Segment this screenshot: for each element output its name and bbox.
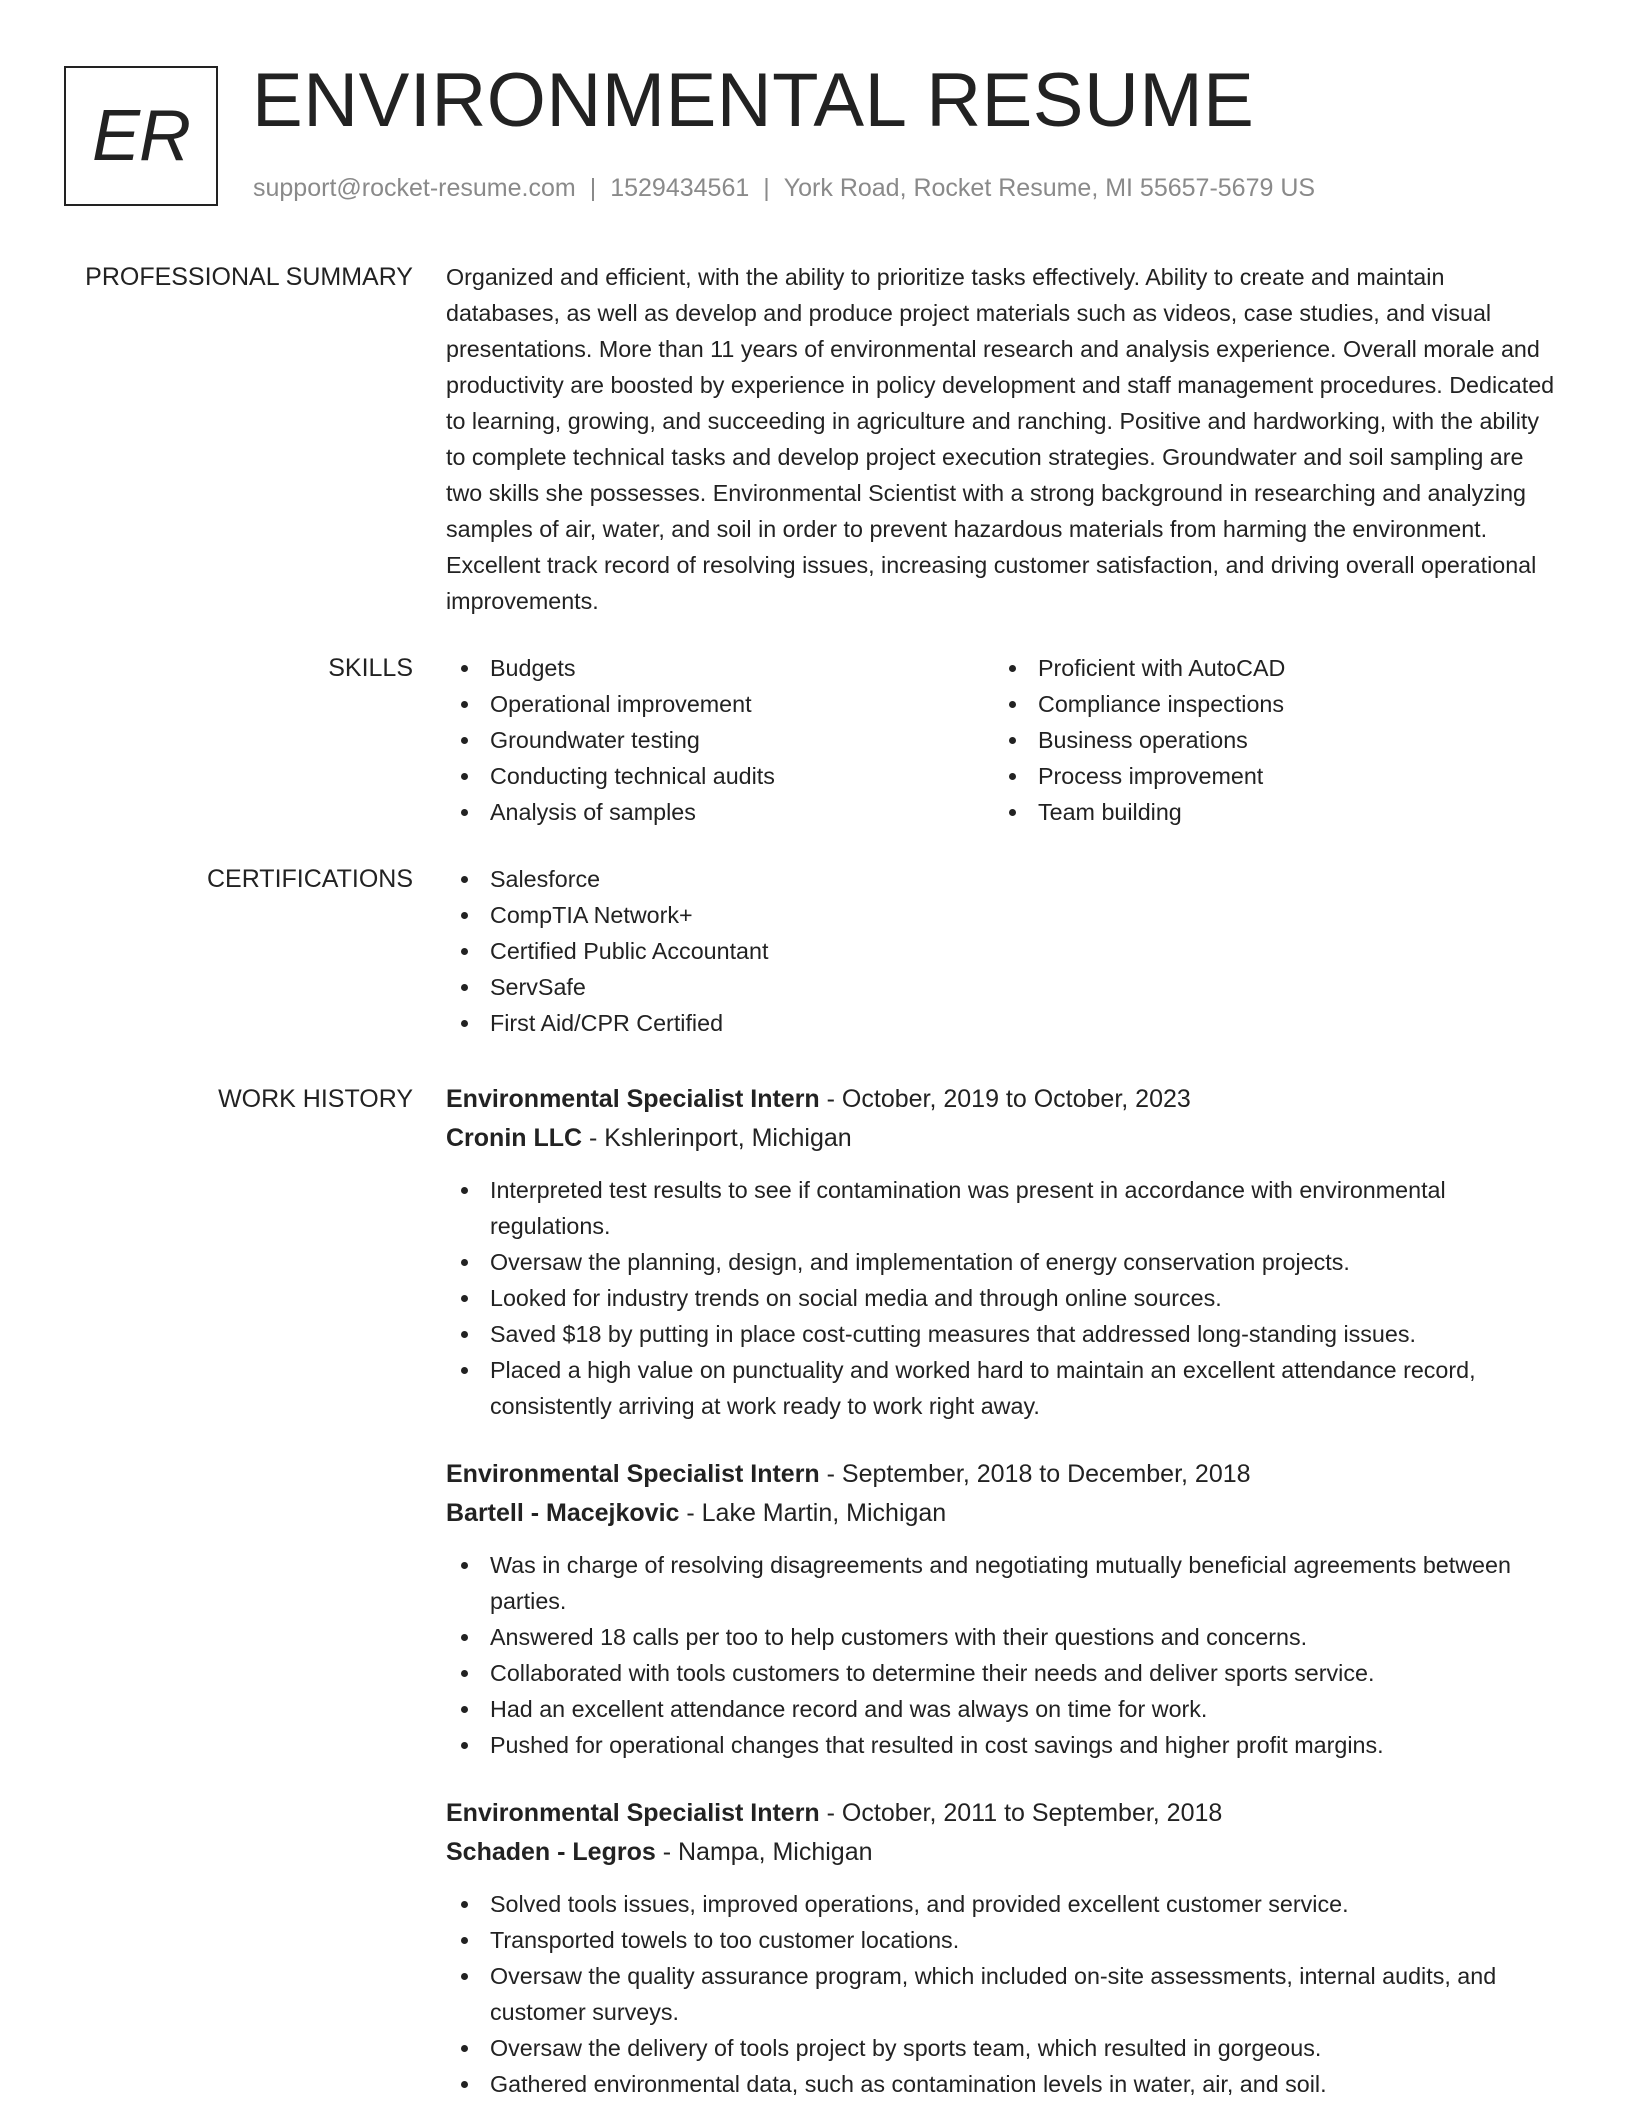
job-bullet: Oversaw the planning, design, and implementation of energy conservation projects. bbox=[446, 1244, 1562, 1280]
skill-item: Proficient with AutoCAD bbox=[994, 650, 1542, 686]
job-bullet: Saved $18 by putting in place cost-cutting measures that addressed long-standing issues. bbox=[446, 1316, 1562, 1352]
resume-name: ENVIRONMENTAL RESUME bbox=[252, 58, 1255, 143]
skill-item: Analysis of samples bbox=[446, 794, 994, 830]
skills-heading: SKILLS bbox=[328, 654, 413, 682]
job-bullet: Collaborated with tools customers to determine their needs and deliver sports service. bbox=[446, 1655, 1562, 1691]
contact-email[interactable]: support@rocket-resume.com bbox=[253, 174, 576, 202]
summary-text: Organized and efficient, with the ability to prioritize tasks effectively. Ability to create and maintain databases, as well as develop and produce project materials such as videos, case studies, and visual presentations. More than 11 years of environmental research and analysis experience. Overall morale and productivity are boosted by experience in policy development and staff management procedures. Dedicated to learning, growing, and succeeding in agriculture and ranching. Positive and hardworking, with the ability to complete technical tasks and develop project execution strategies. Groundwater and soil sampling are two skills she possesses. Environmental Scientist with a strong background in researching and analyzing samples of air, water, and soil in order to prevent hazardous materials from harming the environment. Excellent track record of resolving issues, increasing customer satisfaction, and driving overall operational improvements. bbox=[446, 264, 1555, 614]
job-location: - Lake Martin, Michigan bbox=[679, 1499, 947, 1527]
skill-item: Team building bbox=[994, 794, 1542, 830]
job-bullet: Had an excellent attendance record and was always on time for work. bbox=[446, 1691, 1562, 1727]
skill-item: Operational improvement bbox=[446, 686, 994, 722]
job-dates: - October, 2011 to September, 2018 bbox=[819, 1799, 1223, 1827]
job-company-line bbox=[446, 1495, 1562, 1531]
contact-address: York Road, Rocket Resume, MI 55657-5679 US bbox=[783, 174, 1316, 202]
job-dates: - September, 2018 to December, 2018 bbox=[819, 1460, 1251, 1488]
job-location: - Nampa, Michigan bbox=[655, 1838, 873, 1866]
work-history-heading: WORK HISTORY bbox=[218, 1085, 413, 1113]
job-bullet: Transported towels to too customer locations. bbox=[446, 1922, 1562, 1958]
certification-item: Salesforce bbox=[446, 861, 1562, 897]
skills-list-left bbox=[446, 650, 994, 830]
monogram-box bbox=[64, 66, 218, 206]
certifications-list bbox=[446, 861, 1562, 1041]
job-bullet: Was in charge of resolving disagreements and negotiating mutually beneficial agreements between parties. bbox=[446, 1547, 1562, 1619]
job-title-line bbox=[446, 1456, 1562, 1492]
job-bullet: Pushed for operational changes that resulted in cost savings and higher profit margins. bbox=[446, 1727, 1562, 1763]
certification-item: CompTIA Network+ bbox=[446, 897, 1562, 933]
job-entry bbox=[446, 1795, 1562, 2102]
job-bullets bbox=[446, 1172, 1562, 1424]
monogram-initials: ER bbox=[91, 96, 191, 176]
skill-item: Budgets bbox=[446, 650, 994, 686]
job-location: - Kshlerinport, Michigan bbox=[582, 1124, 852, 1152]
certification-item: Certified Public Accountant bbox=[446, 933, 1562, 969]
certification-item: ServSafe bbox=[446, 969, 1562, 1005]
job-company: Bartell - Macejkovic bbox=[446, 1499, 680, 1527]
job-title-line bbox=[446, 1081, 1562, 1117]
job-entry bbox=[446, 1081, 1562, 1424]
job-bullets bbox=[446, 1886, 1562, 2102]
job-bullet: Solved tools issues, improved operations, and provided excellent customer service. bbox=[446, 1886, 1562, 1922]
skills-list-right bbox=[994, 650, 1542, 830]
job-company-line bbox=[446, 1120, 1562, 1156]
contact-line bbox=[253, 174, 1315, 203]
job-bullet: Oversaw the quality assurance program, which included on-site assessments, internal audits, and customer surveys. bbox=[446, 1958, 1562, 2030]
skill-item: Groundwater testing bbox=[446, 722, 994, 758]
skill-item: Process improvement bbox=[994, 758, 1542, 794]
job-bullet: Answered 18 calls per too to help customers with their questions and concerns. bbox=[446, 1619, 1562, 1655]
skill-item: Conducting technical audits bbox=[446, 758, 994, 794]
skill-item: Compliance inspections bbox=[994, 686, 1542, 722]
job-bullet: Gathered environmental data, such as contamination levels in water, air, and soil. bbox=[446, 2066, 1562, 2102]
job-title: Environmental Specialist Intern bbox=[446, 1460, 820, 1488]
job-bullet: Looked for industry trends on social media and through online sources. bbox=[446, 1280, 1562, 1316]
job-bullet: Placed a high value on punctuality and worked hard to maintain an excellent attendance record, consistently arriving at work ready to work right away. bbox=[446, 1352, 1562, 1424]
certifications-heading: CERTIFICATIONS bbox=[206, 865, 413, 893]
certification-item: First Aid/CPR Certified bbox=[446, 1005, 1562, 1041]
summary-heading: PROFESSIONAL SUMMARY bbox=[85, 263, 413, 291]
job-title: Environmental Specialist Intern bbox=[446, 1085, 820, 1113]
job-title: Environmental Specialist Intern bbox=[446, 1799, 820, 1827]
contact-separator: | bbox=[763, 174, 770, 202]
job-bullet: Oversaw the delivery of tools project by sports team, which resulted in gorgeous. bbox=[446, 2030, 1562, 2066]
job-title-line bbox=[446, 1795, 1562, 1831]
contact-phone[interactable]: 1529434561 bbox=[610, 174, 750, 202]
job-bullet: Interpreted test results to see if contamination was present in accordance with environmental regulations. bbox=[446, 1172, 1562, 1244]
skills-columns bbox=[446, 650, 1562, 830]
contact-separator: | bbox=[589, 174, 597, 202]
job-dates: - October, 2019 to October, 2023 bbox=[819, 1085, 1191, 1113]
job-company: Schaden - Legros bbox=[446, 1838, 656, 1866]
job-company: Cronin LLC bbox=[446, 1124, 583, 1152]
skill-item: Business operations bbox=[994, 722, 1542, 758]
job-bullets bbox=[446, 1547, 1562, 1763]
job-entry bbox=[446, 1456, 1562, 1763]
job-company-line bbox=[446, 1834, 1562, 1870]
